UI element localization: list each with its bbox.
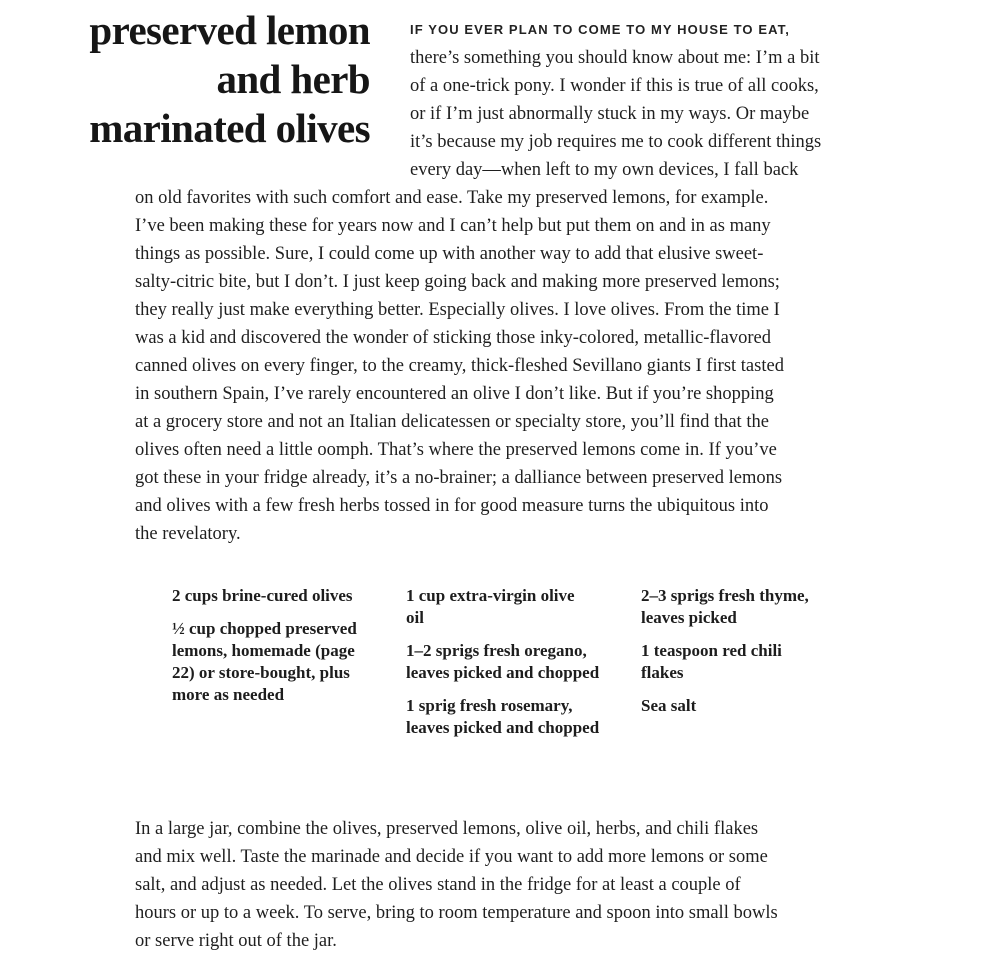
ingredient-item: 2 cups brine-cured olives xyxy=(172,586,353,605)
intro-line: and olives with a few fresh herbs tossed in for good measure turns the ubiquitous into xyxy=(135,496,769,516)
ingredient-column-3 xyxy=(641,585,856,728)
title-line-3: marinated olives xyxy=(89,105,370,151)
intro-line: olives often need a little oomph. That’s where the preserved lemons come in. If you’ve xyxy=(135,440,777,460)
method-line: or serve right out of the jar. xyxy=(135,931,337,951)
intro-line: canned olives on every finger, to the creamy, thick-fleshed Sevillano giants I first tasted xyxy=(135,356,784,376)
recipe-title xyxy=(40,6,370,153)
method-line: and mix well. Taste the marinade and decide if you want to add more lemons or some xyxy=(135,847,768,867)
intro-line: things as possible. Sure, I could come up with another way to add that elusive sweet- xyxy=(135,244,764,264)
intro-line: was a kid and discovered the wonder of sticking those inky-colored, metallic-flavored xyxy=(135,328,771,348)
ingredient-item: ½ cup chopped preserved lemons, homemade (page 22) or store-bought, plus more as needed xyxy=(172,619,357,704)
ingredient-item: 2–3 sprigs fresh thyme, leaves picked xyxy=(641,586,809,627)
intro-line: in southern Spain, I’ve rarely encountered an olive I don’t like. But if you’re shopping xyxy=(135,384,774,404)
ingredient-item: 1–2 sprigs fresh oregano, leaves picked and chopped xyxy=(406,641,600,682)
intro-line: every day—when left to my own devices, I fall back xyxy=(410,160,799,180)
intro-line: it’s because my job requires me to cook different things xyxy=(410,132,822,152)
intro-line: there’s something you should know about me: I’m a bit xyxy=(410,48,820,68)
intro-line: I’ve been making these for years now and I can’t help but put them on and in as many xyxy=(135,216,771,236)
intro-line: they really just make everything better. Especially olives. I love olives. From the time I xyxy=(135,300,780,320)
ingredient-item: 1 teaspoon red chili flakes xyxy=(641,641,782,682)
ingredient-item: Sea salt xyxy=(641,696,697,715)
ingredient-item: 1 sprig fresh rosemary, leaves picked and chopped xyxy=(406,696,600,737)
intro-line: on old favorites with such comfort and ease. Take my preserved lemons, for example. xyxy=(135,188,769,208)
ingredient-column-2 xyxy=(406,585,621,750)
intro-line: of a one-trick pony. I wonder if this is true of all cooks, xyxy=(410,76,819,96)
ingredient-column-1 xyxy=(172,585,387,717)
intro-line: at a grocery store and not an Italian delicatessen or specialty store, you’ll find that the xyxy=(135,412,769,432)
intro-line: the revelatory. xyxy=(135,524,241,544)
method-line: hours or up to a week. To serve, bring to room temperature and spoon into small bowls xyxy=(135,903,778,923)
intro-line: got these in your fridge already, it’s a no-brainer; a dalliance between preserved lemons xyxy=(135,468,783,488)
intro-line: or if I’m just abnormally stuck in my ways. Or maybe xyxy=(410,104,810,124)
title-line-1: preserved lemon xyxy=(89,7,370,53)
title-line-2: and herb xyxy=(216,56,370,102)
intro-line: salty-citric bite, but I don’t. I just keep going back and making more preserved lemons; xyxy=(135,272,780,292)
method-line: salt, and adjust as needed. Let the olives stand in the fridge for at least a couple of xyxy=(135,875,741,895)
intro-lead-in: IF YOU EVER PLAN TO COME TO MY HOUSE TO EAT, xyxy=(410,22,790,37)
method-line: In a large jar, combine the olives, preserved lemons, olive oil, herbs, and chili flakes xyxy=(135,819,759,839)
ingredient-item: 1 cup extra-virgin olive oil xyxy=(406,586,575,627)
